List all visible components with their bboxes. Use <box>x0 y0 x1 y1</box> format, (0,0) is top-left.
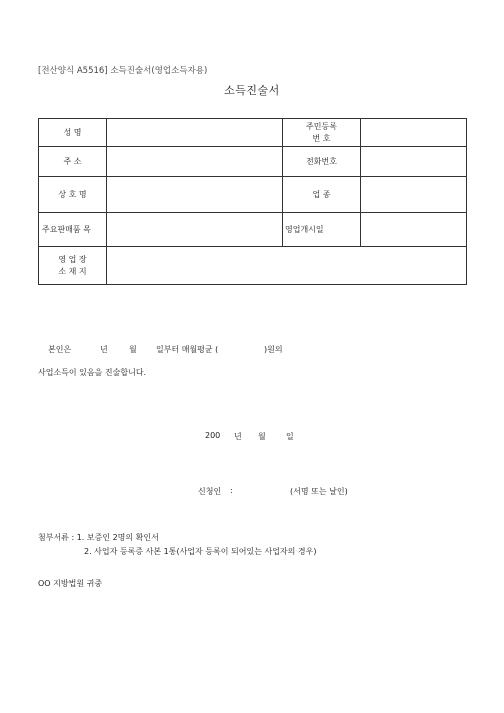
name-label: 성 명 <box>39 119 107 147</box>
trade-name-field[interactable] <box>107 177 283 213</box>
form-code-header: [전산양식 A5516] 소득진술서(영업소득자용) <box>38 66 208 76</box>
statement-from-text: 일부터 매월평균 ( <box>156 345 219 354</box>
applicant-info-table <box>38 118 467 285</box>
signature-note: (서명 또는 날인) <box>290 487 348 496</box>
phone-field[interactable] <box>361 147 467 177</box>
business-type-field[interactable] <box>361 177 467 213</box>
id-number-label-line2: 번 호 <box>312 133 331 143</box>
statement-line-1 <box>48 344 308 356</box>
statement-line-2: 사업소득이 있음을 진술합니다. <box>38 368 147 377</box>
address-label: 주 소 <box>39 147 107 177</box>
id-number-label <box>283 119 361 147</box>
statement-month-unit: 월 <box>129 345 137 354</box>
date-day-unit: 일 <box>286 432 294 441</box>
location-field[interactable] <box>107 247 467 285</box>
start-date-field[interactable] <box>361 213 467 247</box>
statement-subject: 본인은 <box>48 345 72 354</box>
court-addressee: OO 지방법원 귀중 <box>38 579 103 588</box>
signature-colon: : <box>230 486 233 495</box>
date-year: 200 <box>205 431 221 440</box>
address-field[interactable] <box>107 147 283 177</box>
id-number-label-line1: 주민등록 <box>306 121 337 131</box>
document-title: 소득진술서 <box>224 84 280 97</box>
trade-name-label: 상 호 명 <box>39 177 107 213</box>
statement-year-unit: 년 <box>100 345 108 354</box>
business-type-label: 업 종 <box>283 177 361 213</box>
main-items-label: 주요판매품 목 <box>39 213 107 247</box>
date-month-unit: 월 <box>258 432 266 441</box>
location-label <box>39 247 107 285</box>
main-items-field[interactable] <box>107 213 283 247</box>
start-date-label: 영업개시일 <box>283 213 361 247</box>
statement-won: )원의 <box>264 345 283 354</box>
attachments-line-1: 첨부서류 : 1. 보증인 2명의 확인서 <box>38 533 159 542</box>
id-number-field[interactable] <box>361 119 467 147</box>
applicant-signature <box>198 486 378 498</box>
attachments-line-2: 2. 사업자 등록증 사본 1통(사업자 등록이 되어있는 사업자의 경우) <box>84 547 317 556</box>
date-year-unit: 년 <box>234 432 242 441</box>
location-label-line2: 소 재 지 <box>58 266 87 276</box>
signature-label: 신청인 <box>198 487 222 496</box>
location-label-line1: 영 업 장 <box>58 254 87 264</box>
name-field[interactable] <box>107 119 283 147</box>
phone-label: 전화번호 <box>283 147 361 177</box>
signing-date <box>205 431 305 443</box>
